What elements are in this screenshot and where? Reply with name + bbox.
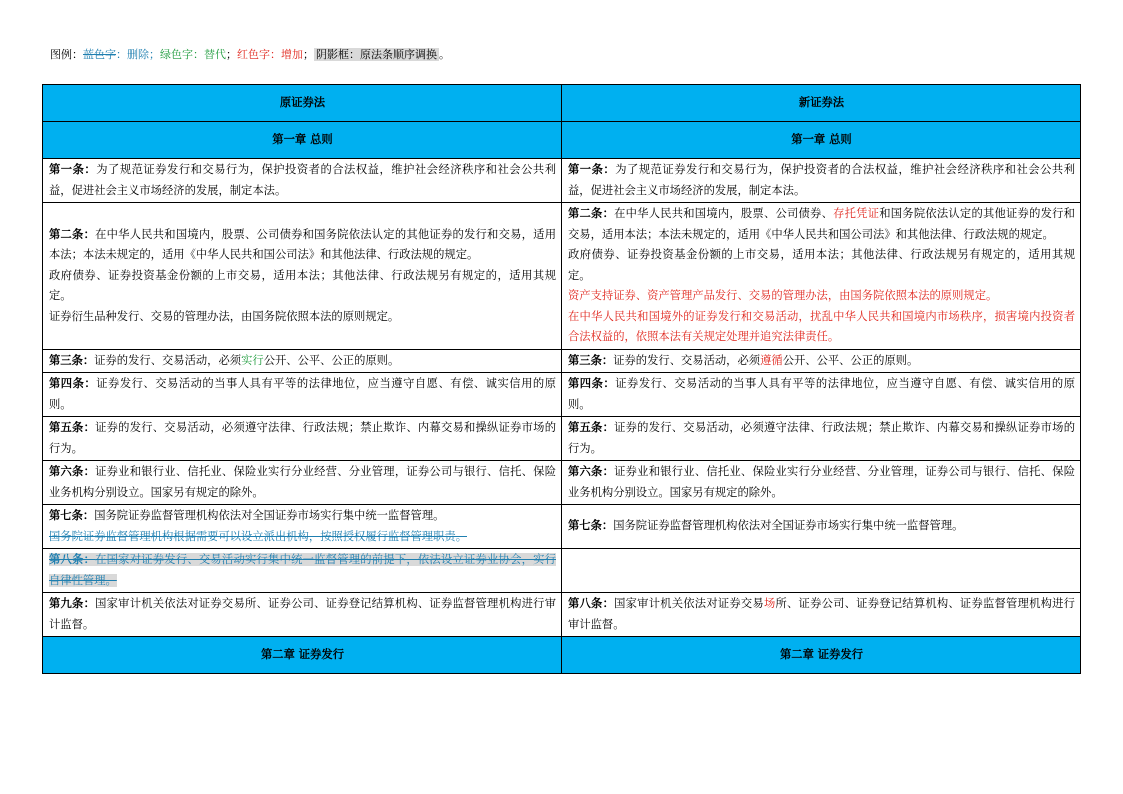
article-text: 证券的发行、交易活动，必须 xyxy=(613,353,761,367)
article-paragraph: 政府债券、证券投资基金份额的上市交易，适用本法；其他法律、行政法规另有规定的，适用其规定。 xyxy=(568,248,1075,282)
article-text: 证券的发行、交易活动，必须遵守法律、行政法规；禁止欺诈、内幕交易和操纵证券市场的行为。 xyxy=(49,421,556,455)
replaced-text: 实行 xyxy=(241,353,264,367)
article-label: 第九条： xyxy=(49,597,96,610)
added-paragraph: 在中华人民共和国境外的证券发行和交易活动，扰乱中华人民共和国境内市场秩序，损害境内投资者合法权益的，依照本法有关规定处理并追究法律责任。 xyxy=(568,309,1075,343)
legend xyxy=(50,47,450,63)
legend-green-sample: 绿色字：替代 xyxy=(160,48,226,61)
added-text: 存托凭证 xyxy=(833,207,880,220)
article-label: 第六条： xyxy=(49,465,96,478)
article-label: 第四条： xyxy=(49,377,97,390)
legend-red-sample: 红色字：增加 xyxy=(237,48,303,61)
chapter-1-new: 第一章 总则 xyxy=(562,122,1081,159)
article-label: 第六条： xyxy=(568,465,615,478)
article-cell-new xyxy=(562,349,1081,373)
article-text: 国家审计机关依法对证券交易所、证券公司、证券登记结算机构、证券监督管理机构进行审计监督。 xyxy=(49,597,556,631)
article-text: 为了规范证券发行和交易行为，保护投资者的合法权益，维护社会经济秩序和社会公共利益，促进社会主义市场经济的发展，制定本法。 xyxy=(49,163,556,197)
article-text: 证券的发行、交易活动，必须 xyxy=(94,353,242,367)
added-paragraph: 资产支持证券、资产管理产品发行、交易的管理办法，由国务院依照本法的原则规定。 xyxy=(568,289,998,302)
article-cell-old xyxy=(43,593,562,637)
article-text: 证券的发行、交易活动，必须遵守法律、行政法规；禁止欺诈、内幕交易和操纵证券市场的行为。 xyxy=(568,421,1075,455)
legend-sep1: ； xyxy=(226,48,237,61)
article-label: 第一条： xyxy=(49,163,97,176)
article-text: 证券发行、交易活动的当事人具有平等的法律地位，应当遵守自愿、有偿、诚实信用的原则。 xyxy=(568,377,1075,411)
added-text: 遵循 xyxy=(760,353,783,367)
article-label: 第七条： xyxy=(49,509,95,522)
article-paragraph: 证券衍生品种发行、交易的管理办法，由国务院依照本法的原则规定。 xyxy=(49,309,400,323)
article-text: 在中华人民共和国境内，股票、公司债券和国务院依法认定的其他证券的发行和交易，适用本法；本法未规定的，适用《中华人民共和国公司法》和其他法律、行政法规的规定。 xyxy=(49,227,556,261)
chapter-2-old: 第二章 证券发行 xyxy=(43,637,562,674)
table-row xyxy=(43,593,1081,637)
article-text: 国家审计机关依法对证券交易 xyxy=(614,597,764,610)
article-text: 国务院证券监督管理机构依法对全国证券市场实行集中统一监督管理。 xyxy=(613,519,964,533)
table-row xyxy=(43,461,1081,505)
legend-blue-sample: 蓝色字 xyxy=(83,48,116,61)
table-row xyxy=(43,159,1081,203)
table-row xyxy=(43,373,1081,417)
article-text: 和国务院依法认定的其他证券的发行和交易，适用本法；本法未规定的，适用《中华人民共和国公司法》和其他法律、行政法规的规定。 xyxy=(568,207,1075,241)
article-label: 第二条： xyxy=(49,227,96,241)
chapter-row xyxy=(43,637,1081,674)
article-label: 第三条： xyxy=(49,353,95,367)
article-cell-old xyxy=(43,417,562,461)
legend-end: 。 xyxy=(439,48,450,61)
article-cell-old xyxy=(43,549,562,593)
article-paragraph xyxy=(49,506,556,527)
table-row xyxy=(43,505,1081,549)
article-label: 第二条： xyxy=(568,207,615,220)
article-label: 第三条： xyxy=(568,353,614,367)
article-paragraph xyxy=(49,225,556,266)
article-cell-new-empty xyxy=(562,549,1081,593)
article-text: 为了规范证券发行和交易行为，保护投资者的合法权益，维护社会经济秩序和社会公共利益，促进社会主义市场经济的发展，制定本法。 xyxy=(568,163,1075,197)
deleted-article xyxy=(49,553,556,587)
table-row xyxy=(43,417,1081,461)
article-label: 第八条： xyxy=(49,553,96,566)
article-cell-new xyxy=(562,593,1081,637)
table-row xyxy=(43,203,1081,350)
table-row xyxy=(43,349,1081,373)
article-cell-old xyxy=(43,505,562,549)
header-row xyxy=(43,85,1081,122)
article-label: 第五条： xyxy=(49,421,96,434)
article-cell-new xyxy=(562,159,1081,203)
header-old-law: 原证券法 xyxy=(43,85,562,122)
article-cell-old xyxy=(43,461,562,505)
article-label: 第五条： xyxy=(568,421,615,434)
article-label: 第七条： xyxy=(568,519,614,533)
article-cell-old xyxy=(43,203,562,350)
legend-shade-sample: 阴影框：原法条顺序调换 xyxy=(316,48,437,61)
chapter-2-new: 第二章 证券发行 xyxy=(562,637,1081,674)
article-cell-new xyxy=(562,417,1081,461)
article-cell-new xyxy=(562,461,1081,505)
article-text: 公开、公平、公正的原则。 xyxy=(782,353,919,367)
article-cell-old xyxy=(43,159,562,203)
legend-sep2: ； xyxy=(303,48,314,61)
article-text: 在中华人民共和国境内，股票、公司债券、 xyxy=(614,207,834,220)
article-text: 公开、公平、公正的原则。 xyxy=(263,353,400,367)
article-label: 第八条： xyxy=(568,597,615,610)
chapter-1-old: 第一章 总则 xyxy=(43,122,562,159)
added-text: 场 xyxy=(763,597,776,610)
chapter-row xyxy=(43,122,1081,159)
legend-blue-desc: ：删除； xyxy=(116,48,160,61)
article-text: 所、证券公司、证券登记结算机构、证券监督管理机构进行审计监督。 xyxy=(568,597,1075,631)
article-paragraph: 政府债券、证券投资基金份额的上市交易，适用本法；其他法律、行政法规另有规定的，适用其规定。 xyxy=(49,268,556,302)
article-cell-new xyxy=(562,373,1081,417)
article-cell-old xyxy=(43,349,562,373)
article-text: 证券业和银行业、信托业、保险业实行分业经营、分业管理，证券公司与银行、信托、保险业务机构分别设立。国家另有规定的除外。 xyxy=(49,465,556,499)
article-text: 在国家对证券发行、交易活动实行集中统一监督管理的前提下，依法设立证券业协会，实行自律性管理。 xyxy=(49,553,556,587)
article-cell-old xyxy=(43,373,562,417)
article-text: 证券发行、交易活动的当事人具有平等的法律地位，应当遵守自愿、有偿、诚实信用的原则。 xyxy=(49,377,556,411)
article-text: 国务院证券监督管理机构依法对全国证券市场实行集中统一监督管理。 xyxy=(94,509,445,522)
legend-prefix: 图例： xyxy=(50,48,83,61)
header-new-law: 新证券法 xyxy=(562,85,1081,122)
article-label: 第一条： xyxy=(568,163,616,176)
article-paragraph xyxy=(568,204,1075,245)
article-cell-new xyxy=(562,505,1081,549)
comparison-table xyxy=(42,84,1081,674)
article-label: 第四条： xyxy=(568,377,616,390)
article-text: 证券业和银行业、信托业、保险业实行分业经营、分业管理，证券公司与银行、信托、保险业务机构分别设立。国家另有规定的除外。 xyxy=(568,465,1075,499)
table-row xyxy=(43,549,1081,593)
deleted-paragraph: 国务院证券监督管理机构根据需要可以设立派出机构，按照授权履行监督管理职责。 xyxy=(49,529,467,543)
article-cell-new xyxy=(562,203,1081,350)
